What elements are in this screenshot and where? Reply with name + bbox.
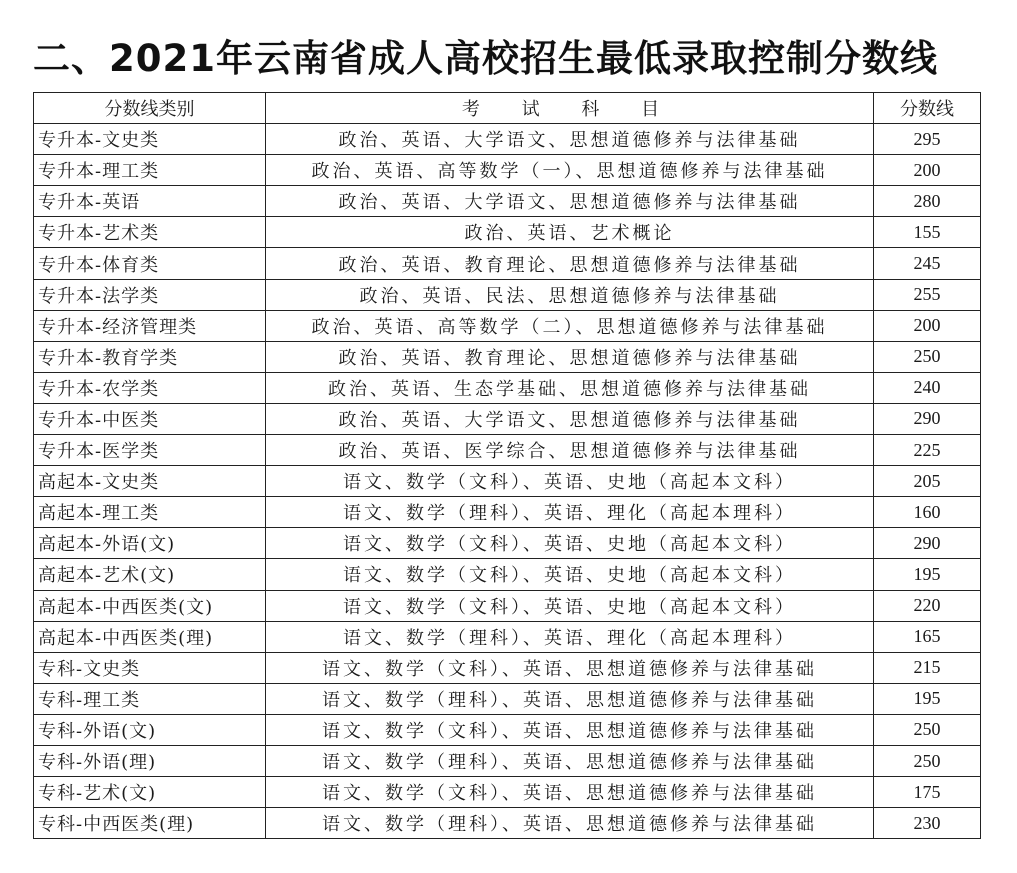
table-row [34,652,981,683]
table-row [34,310,981,341]
table-row [34,621,981,652]
row-score: 250 [874,714,981,745]
row-category: 专科-理工类 [34,683,266,714]
row-subjects: 政治、英语、医学综合、思想道德修养与法律基础 [266,435,874,466]
table-row [34,155,981,186]
row-score: 255 [874,279,981,310]
row-subjects: 语文、数学（理科）、英语、思想道德修养与法律基础 [266,808,874,839]
table-row [34,372,981,403]
row-subjects: 语文、数学（文科）、英语、史地（高起本文科） [266,466,874,497]
table-row [34,248,981,279]
row-category: 高起本-外语(文) [34,528,266,559]
table-row [34,683,981,714]
row-score: 250 [874,745,981,776]
row-subjects: 政治、英语、教育理论、思想道德修养与法律基础 [266,248,874,279]
table-header-row [34,93,981,124]
row-category: 高起本-理工类 [34,497,266,528]
table-row [34,777,981,808]
header-category: 分数线类别 [34,93,266,124]
row-subjects: 政治、英语、民法、思想道德修养与法律基础 [266,279,874,310]
row-subjects: 政治、英语、高等数学（一）、思想道德修养与法律基础 [266,155,874,186]
row-score: 205 [874,466,981,497]
row-subjects: 语文、数学（文科）、英语、史地（高起本文科） [266,590,874,621]
row-category: 专科-文史类 [34,652,266,683]
row-score: 195 [874,683,981,714]
row-category: 专升本-经济管理类 [34,310,266,341]
row-subjects: 政治、英语、大学语文、思想道德修养与法律基础 [266,403,874,434]
row-category: 专升本-农学类 [34,372,266,403]
table-row [34,466,981,497]
row-subjects: 政治、英语、大学语文、思想道德修养与法律基础 [266,124,874,155]
row-score: 245 [874,248,981,279]
row-score: 295 [874,124,981,155]
row-category: 高起本-文史类 [34,466,266,497]
row-subjects: 语文、数学（理科）、英语、思想道德修养与法律基础 [266,683,874,714]
row-subjects: 政治、英语、教育理论、思想道德修养与法律基础 [266,341,874,372]
row-score: 175 [874,777,981,808]
row-subjects: 语文、数学（文科）、英语、思想道德修养与法律基础 [266,714,874,745]
row-subjects: 语文、数学（文科）、英语、史地（高起本文科） [266,528,874,559]
table-row [34,217,981,248]
row-score: 220 [874,590,981,621]
row-score: 250 [874,341,981,372]
table-row [34,528,981,559]
row-category: 专升本-中医类 [34,403,266,434]
row-subjects: 语文、数学（理科）、英语、理化（高起本理科） [266,621,874,652]
row-score: 290 [874,528,981,559]
row-category: 专升本-文史类 [34,124,266,155]
row-category: 专升本-法学类 [34,279,266,310]
row-subjects: 政治、英语、生态学基础、思想道德修养与法律基础 [266,372,874,403]
table-body [34,124,981,839]
row-category: 专科-艺术(文) [34,777,266,808]
table-row [34,341,981,372]
row-score: 165 [874,621,981,652]
table-row [34,559,981,590]
row-category: 专升本-医学类 [34,435,266,466]
table-row [34,714,981,745]
header-score: 分数线 [874,93,981,124]
row-subjects: 政治、英语、大学语文、思想道德修养与法律基础 [266,186,874,217]
table-row [34,186,981,217]
row-score: 240 [874,372,981,403]
table-row [34,279,981,310]
row-category: 专升本-理工类 [34,155,266,186]
table-row [34,124,981,155]
row-score: 290 [874,403,981,434]
row-score: 215 [874,652,981,683]
row-category: 专科-外语(理) [34,745,266,776]
row-subjects: 语文、数学（文科）、英语、史地（高起本文科） [266,559,874,590]
row-category: 专科-中西医类(理) [34,808,266,839]
row-category: 专科-外语(文) [34,714,266,745]
row-category: 专升本-体育类 [34,248,266,279]
table-row [34,497,981,528]
page-title: 二、2021年云南省成人高校招生最低录取控制分数线 [33,37,938,80]
row-score: 160 [874,497,981,528]
row-score: 225 [874,435,981,466]
row-score: 200 [874,155,981,186]
table-row [34,590,981,621]
row-category: 专升本-英语 [34,186,266,217]
row-score: 230 [874,808,981,839]
row-score: 195 [874,559,981,590]
row-subjects: 语文、数学（文科）、英语、思想道德修养与法律基础 [266,652,874,683]
row-category: 专升本-教育学类 [34,341,266,372]
row-subjects: 语文、数学（文科）、英语、思想道德修养与法律基础 [266,777,874,808]
table-row [34,745,981,776]
row-score: 200 [874,310,981,341]
table-row [34,808,981,839]
row-subjects: 语文、数学（理科）、英语、思想道德修养与法律基础 [266,745,874,776]
row-category: 高起本-中西医类(理) [34,621,266,652]
header-subjects: 考 试 科 目 [266,93,874,124]
row-subjects: 政治、英语、艺术概论 [266,217,874,248]
row-subjects: 政治、英语、高等数学（二）、思想道德修养与法律基础 [266,310,874,341]
table-row [34,403,981,434]
row-category: 高起本-艺术(文) [34,559,266,590]
row-score: 280 [874,186,981,217]
table-row [34,435,981,466]
row-score: 155 [874,217,981,248]
row-category: 专升本-艺术类 [34,217,266,248]
row-subjects: 语文、数学（理科）、英语、理化（高起本理科） [266,497,874,528]
score-table [33,92,981,839]
row-category: 高起本-中西医类(文) [34,590,266,621]
